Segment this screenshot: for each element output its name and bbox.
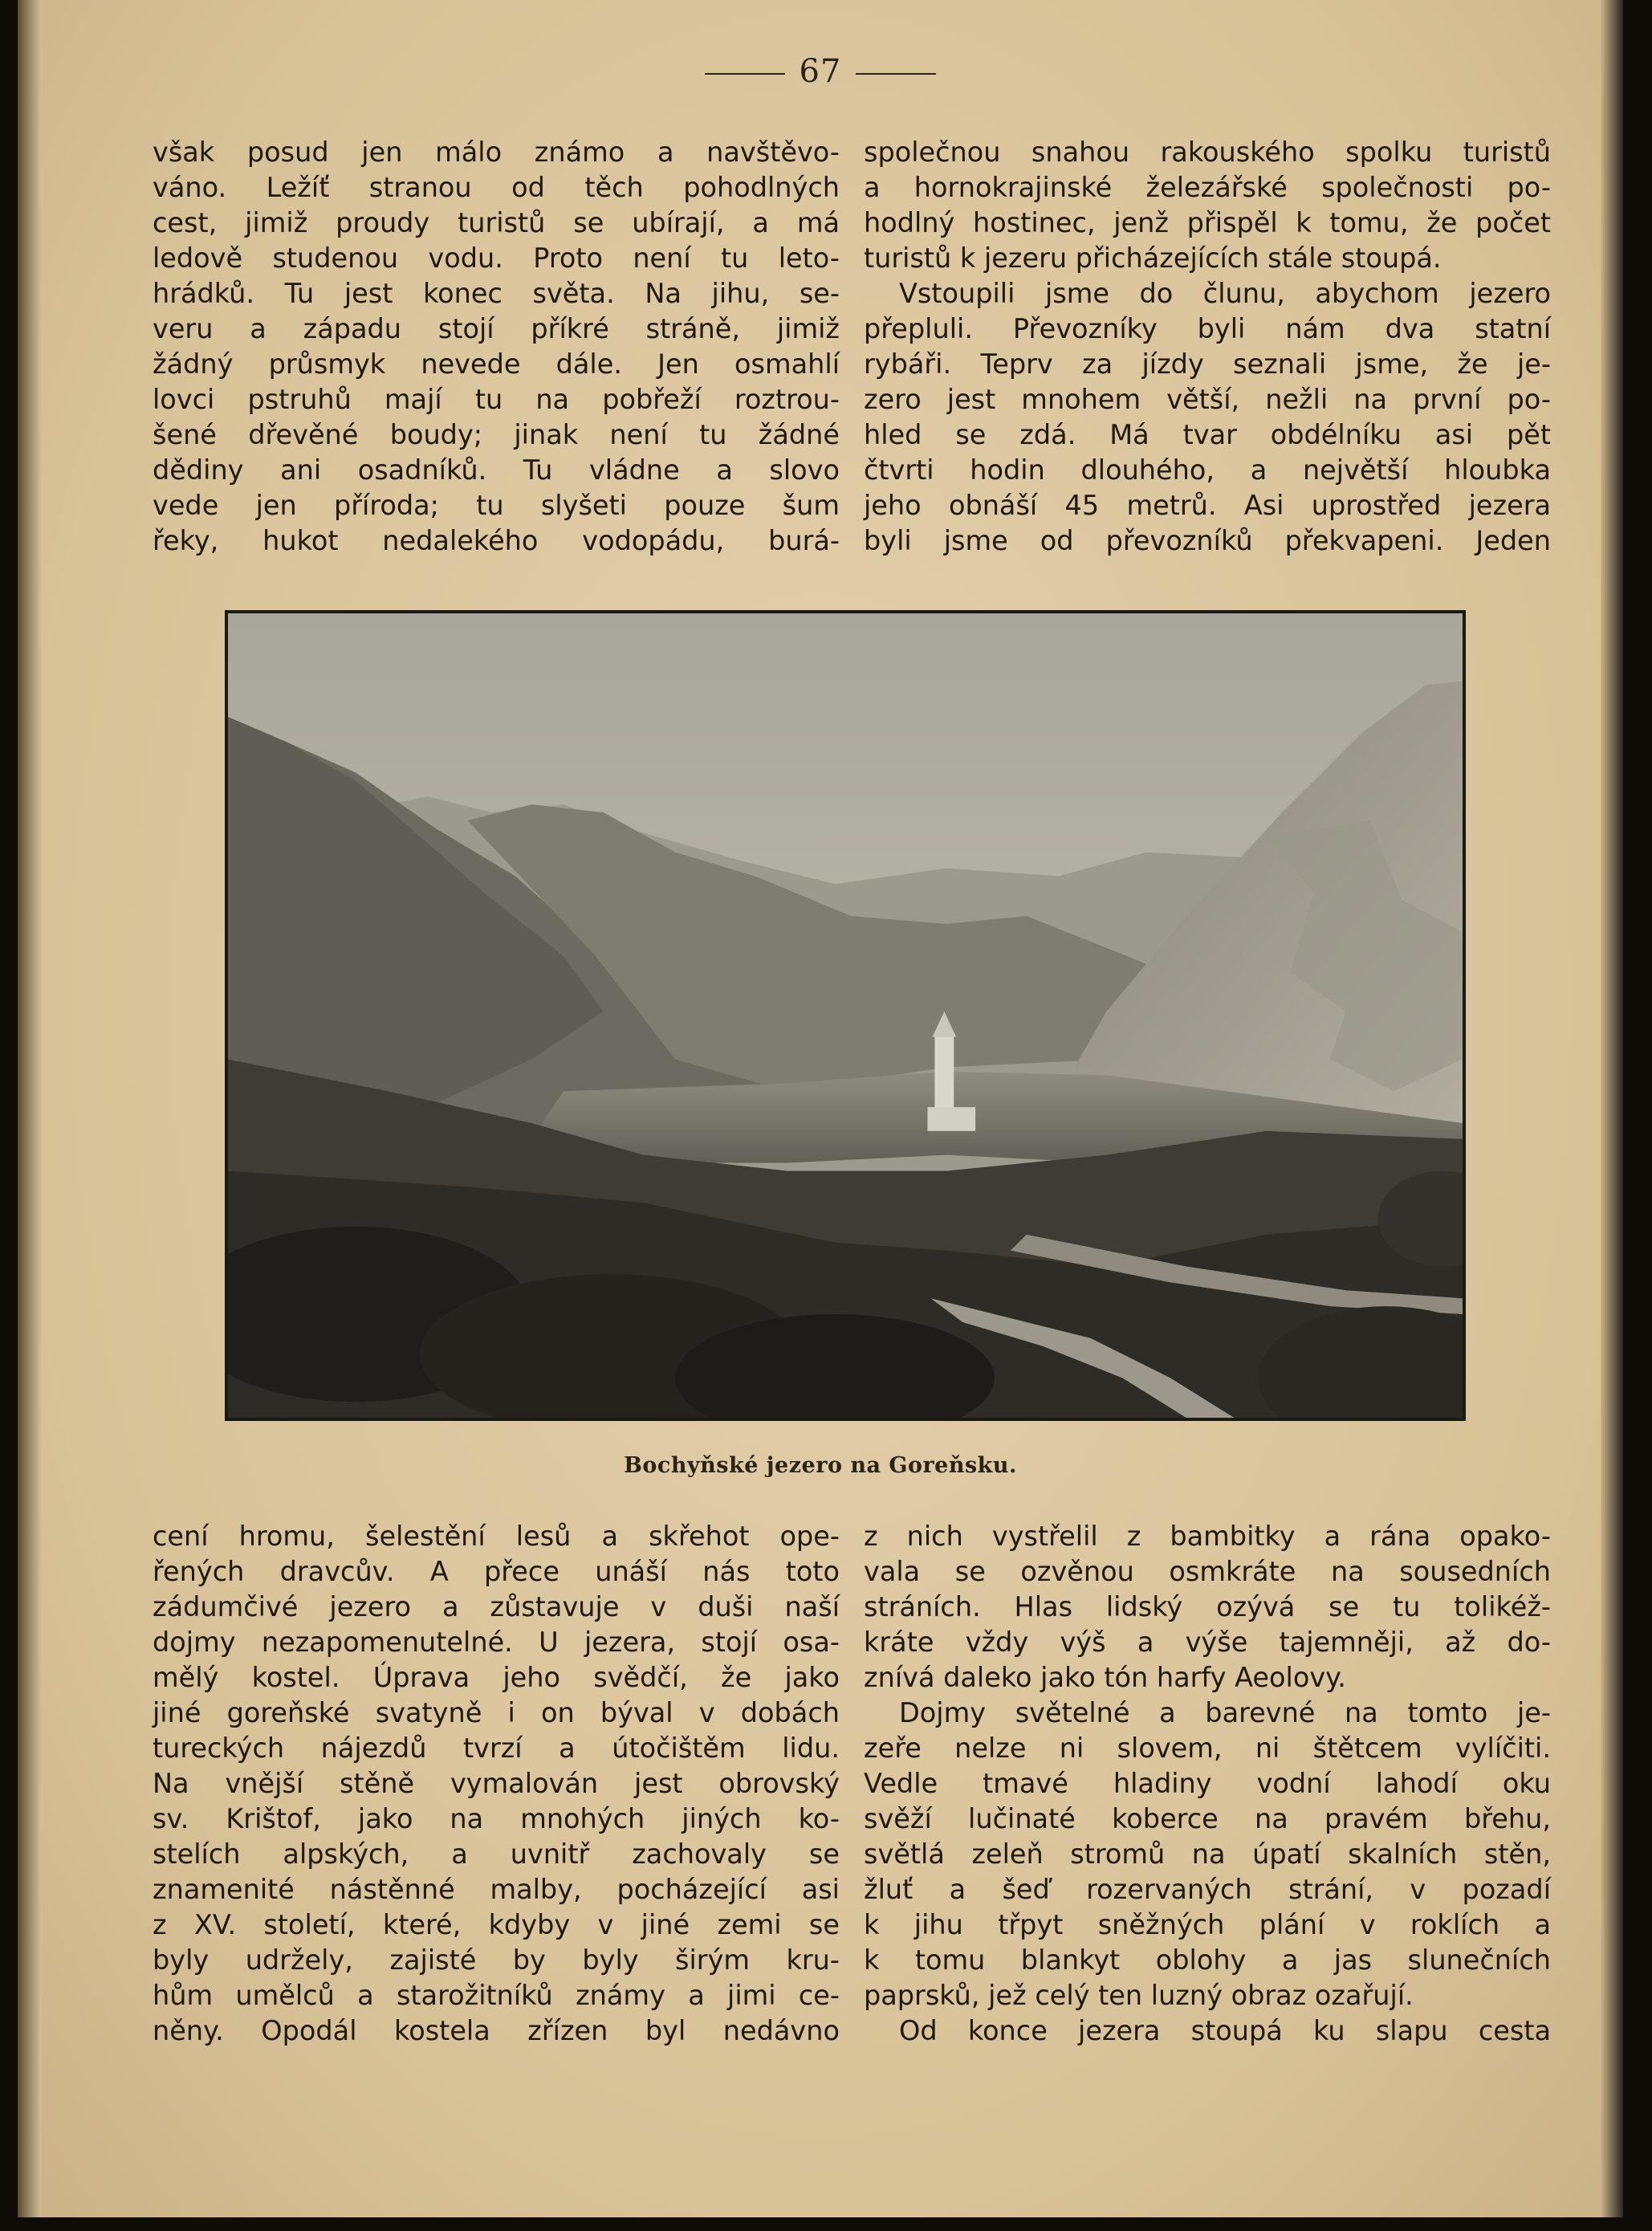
text-line: Vstoupili jsme do člunu, abychom jezero <box>899 278 1551 309</box>
text-line: k tomu blankyt oblohy a jas slunečních <box>864 1944 1551 1976</box>
text-line: společnou snahou rakouského spolku turistů <box>864 136 1551 168</box>
text-line: a hornokrajinské železářské společnosti po- <box>864 172 1551 203</box>
lake-photograph <box>225 610 1466 1421</box>
text-line: k jihu třpyt sněžných plání v roklích a <box>864 1909 1551 1940</box>
text-line: něny. Opodál kostela zřízen byl nedávno <box>153 2015 840 2046</box>
text-line: svěží lučinaté koberce na pravém břehu, <box>864 1803 1551 1834</box>
text-line: z nich vystřelil z bambitky a rána opako- <box>864 1521 1551 1552</box>
lake-photograph-drawing <box>228 613 1463 1418</box>
text-line: znamenité nástěnné malby, pocházející asi <box>153 1874 840 1905</box>
page-number-header <box>18 53 1623 90</box>
text-line: hled se zdá. Má tvar obdélníku asi pět <box>864 419 1551 450</box>
photo-caption: Bochyňské jezero na Goreňsku. <box>624 1453 1017 1478</box>
text-line: mělý kostel. Úprava jeho svědčí, že jako <box>153 1662 840 1693</box>
text-line: však posud jen málo známo a navštěvo- <box>153 136 840 168</box>
text-line: jiné goreňské svatyně i on býval v dobách <box>153 1697 840 1728</box>
text-line: zeře nelze ni slovem, ni štětcem vylíčiti. <box>864 1732 1551 1764</box>
binding-spine <box>18 0 42 2217</box>
text-column-top-right <box>864 135 1551 559</box>
text-line: byly udržely, zajisté by byly širým kru- <box>153 1944 840 1976</box>
text-column-top-left <box>153 135 840 559</box>
text-line: jeho obnáší 45 metrů. Asi uprostřed jezera <box>864 490 1551 521</box>
text-line: světlá zeleň stromů na úpatí skalních stěn, <box>864 1838 1551 1870</box>
text-line: žluť a šeď rozervaných strání, v pozadí <box>864 1874 1551 1905</box>
text-line: kráte vždy výš a výše tajemněji, až do- <box>864 1626 1551 1658</box>
header-rule-left <box>705 73 785 75</box>
text-line: řeky, hukot nedalekého vodopádu, burá- <box>153 525 840 556</box>
text-line: hům umělců a starožitníků známy a jimi ce- <box>153 1980 840 2011</box>
text-line: Dojmy světelné a barevné na tomto je- <box>899 1697 1551 1728</box>
text-line: cení hromu, šelestění lesů a skřehot ope- <box>153 1521 840 1552</box>
text-line: hodlný hostinec, jenž přispěl k tomu, že počet <box>864 207 1551 238</box>
text-line: stelích alpských, a uvnitř zachovaly se <box>153 1838 840 1870</box>
text-line: veru a západu stojí příkré stráně, jimiž <box>153 313 840 344</box>
text-line: řených dravcův. A přece unáší nás toto <box>153 1556 840 1587</box>
text-line: tureckých nájezdů tvrzí a útočištěm lidu. <box>153 1732 840 1764</box>
text-line: dědiny ani osadníků. Tu vládne a slovo <box>153 454 840 486</box>
text-line: šené dřevěné boudy; jinak není tu žádné <box>153 419 840 450</box>
text-line: znívá daleko jako tón harfy Aeolovy. <box>864 1662 1346 1693</box>
text-line: stráních. Hlas lidský ozývá se tu tolikéž- <box>864 1591 1551 1622</box>
text-line: paprsků, jež celý ten luzný obraz ozařují. <box>864 1980 1414 2011</box>
text-line: hrádků. Tu jest konec světa. Na jihu, se- <box>153 278 840 309</box>
text-line: žádný průsmyk nevede dále. Jen osmahlí <box>153 348 840 380</box>
text-line: Vedle tmavé hladiny vodní lahodí oku <box>864 1768 1551 1799</box>
text-line: přepluli. Převozníky byli nám dva statní <box>864 313 1551 344</box>
text-line: z XV. století, které, kdyby v jiné zemi se <box>153 1909 840 1940</box>
page-edge-shadow <box>1601 0 1623 2217</box>
text-line: čtvrti hodin dlouhého, a největší hloubka <box>864 454 1551 486</box>
text-column-bottom-left <box>153 1519 840 2049</box>
text-column-bottom-right <box>864 1519 1551 2049</box>
text-line: cest, jimiž proudy turistů se ubírají, a má <box>153 207 840 238</box>
text-line: dojmy nezapomenutelné. U jezera, stojí osa- <box>153 1626 840 1658</box>
text-line: váno. Ležíť stranou od těch pohodlných <box>153 172 840 203</box>
text-line: zádumčivé jezero a zůstavuje v duši naší <box>153 1591 840 1622</box>
text-line: lovci pstruhů mají tu na pobřeží roztrou- <box>153 384 840 415</box>
text-line: ledově studenou vodu. Proto není tu leto- <box>153 242 840 274</box>
header-rule-right <box>856 73 936 75</box>
page-number: 67 <box>799 53 842 90</box>
text-line: vede jen příroda; tu slyšeti pouze šum <box>153 490 840 521</box>
text-line: Od konce jezera stoupá ku slapu cesta <box>899 2015 1551 2046</box>
text-line: zero jest mnohem větší, nežli na první po- <box>864 384 1551 415</box>
text-line: vala se ozvěnou osmkráte na sousedních <box>864 1556 1551 1587</box>
text-line: turistů k jezeru přicházejících stále stoupá. <box>864 242 1442 274</box>
text-line: Na vnější stěně vymalován jest obrovský <box>153 1768 840 1799</box>
text-line: byli jsme od převozníků překvapeni. Jeden <box>864 525 1551 556</box>
text-line: sv. Krištof, jako na mnohých jiných ko- <box>153 1803 840 1834</box>
text-line: rybáři. Teprv za jízdy seznali jsme, že je- <box>864 348 1551 380</box>
magazine-page <box>18 0 1623 2217</box>
